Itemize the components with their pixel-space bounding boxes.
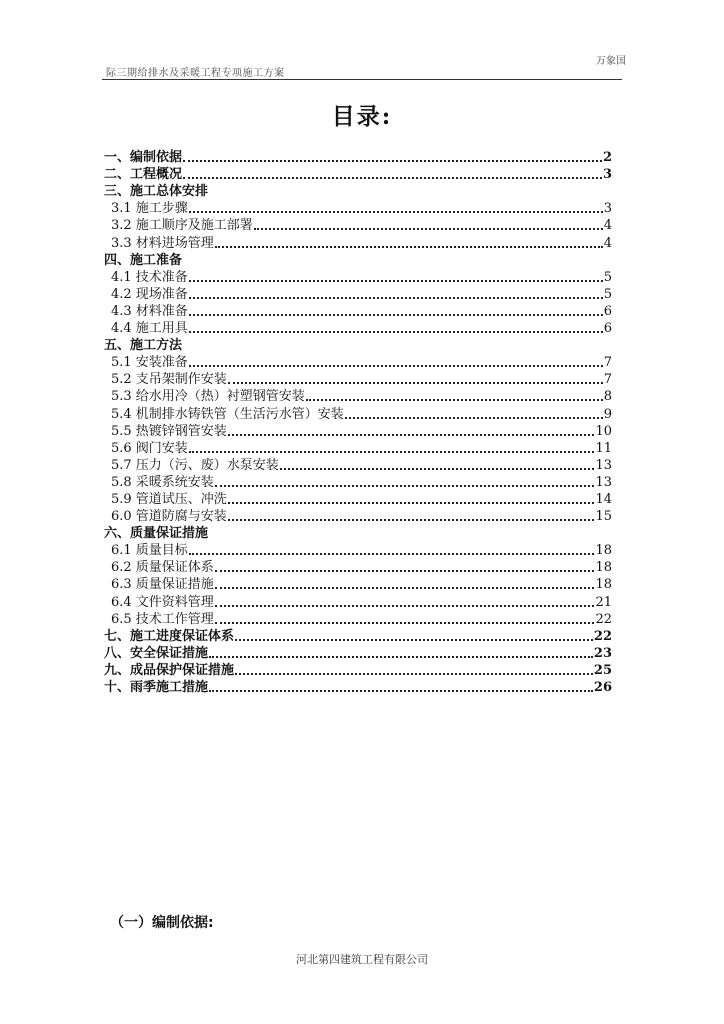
toc-leader-dots [228, 382, 603, 384]
toc-entry-page: 22 [593, 628, 612, 644]
toc-entry-page: 26 [593, 680, 612, 695]
header-document-title: 际三期给排水及采暖工程专项施工方案 [106, 68, 285, 79]
toc-leader-dots [189, 211, 603, 213]
toc-entry-page: 10 [595, 423, 612, 439]
toc-entry[interactable] [104, 593, 612, 610]
toc-leader-dots [209, 656, 593, 658]
toc-leader-dots [215, 605, 595, 607]
toc-entry-label: 6.2 质量保证体系 [111, 560, 214, 576]
toc-entry[interactable] [104, 423, 612, 440]
toc-entry-page: 6 [603, 321, 612, 337]
toc-entry-label: 十、雨季施工措施 [104, 680, 209, 695]
toc-entry-label: 6.0 管道防腐与安装 [111, 509, 227, 525]
toc-entry[interactable] [104, 388, 612, 405]
toc-entry-label: 3.2 施工顺序及施工部署 [111, 218, 253, 234]
toc-entry-page: 5 [603, 286, 612, 302]
toc-entry-page: 22 [595, 611, 612, 627]
toc-entry-label: 五、施工方法 [104, 338, 183, 354]
toc-entry-page: 8 [603, 389, 612, 405]
toc-leader-dots [306, 399, 603, 401]
toc-entry-label: 6.1 质量目标 [111, 543, 188, 559]
toc-entry[interactable] [104, 491, 612, 508]
toc-entry-label: 5.4 机制排水铸铁管（生活污水管）安装 [111, 406, 344, 422]
toc-entry[interactable] [104, 183, 612, 200]
toc-leader-dots [254, 228, 603, 230]
toc-entry-page: 18 [595, 577, 612, 593]
toc-leader-dots [189, 553, 595, 555]
toc-leader-dots [189, 297, 603, 299]
toc-entry[interactable] [104, 149, 612, 166]
toc-entry-page: 4 [603, 235, 612, 251]
toc-leader-dots [189, 451, 595, 453]
toc-entry-label: 六、质量保证措施 [104, 526, 209, 542]
toc-entry-page: 3 [602, 167, 612, 183]
toc-entry-label: 八、安全保证措施 [104, 645, 209, 661]
toc-leader-dots [215, 587, 595, 589]
toc-leader-dots [189, 280, 603, 282]
toc-entry[interactable] [104, 457, 612, 474]
toc-entry-label: 5.5 热镀锌钢管安装 [111, 423, 227, 439]
toc-entry-label: 6.3 质量保证措施 [111, 577, 214, 593]
toc-entry-label: 5.1 安装准备 [111, 355, 188, 371]
toc-entry[interactable] [104, 508, 612, 525]
toc-entry-page: 18 [595, 543, 612, 559]
toc-entry[interactable] [104, 337, 612, 354]
toc-entry[interactable] [104, 559, 612, 576]
toc-entry-label: 5.3 给水用冷（热）衬塑钢管安装 [111, 389, 305, 405]
toc-entry-page: 15 [595, 509, 612, 525]
toc-entry[interactable] [104, 645, 612, 662]
toc-entry[interactable] [104, 662, 612, 679]
toc-entry-label: 6.4 文件资料管理 [111, 594, 214, 610]
toc-leader-dots [183, 160, 602, 162]
toc-entry-page: 2 [602, 150, 612, 166]
toc-entry-label: 6.5 技术工作管理 [111, 611, 214, 627]
toc-entry-page: 9 [603, 406, 612, 422]
toc-entry-page: 7 [603, 355, 612, 371]
toc-entry-label: 四、施工准备 [104, 252, 183, 268]
toc-entry[interactable] [104, 354, 612, 371]
toc-leader-dots [345, 417, 603, 419]
toc-leader-dots [228, 434, 595, 436]
toc-entry[interactable] [104, 525, 612, 542]
toc-entry[interactable] [104, 405, 612, 422]
toc-leader-dots [183, 177, 602, 179]
footer-company: 河北第四建筑工程有限公司 [296, 953, 428, 966]
section-heading: （一）编制依据: [110, 915, 214, 931]
toc-entry[interactable] [104, 200, 612, 217]
toc-entry-page: 3 [603, 201, 612, 217]
toc-entry[interactable] [104, 320, 612, 337]
toc-entry[interactable] [104, 371, 612, 388]
toc-entry-label: 5.6 阀门安装 [111, 440, 188, 456]
toc-entry-page: 6 [603, 303, 612, 319]
toc-leader-dots [280, 468, 595, 470]
toc-entry-page: 13 [595, 457, 612, 473]
toc-entry-label: 三、施工总体安排 [104, 184, 209, 200]
toc-entry-page: 7 [603, 372, 612, 388]
toc-entry-label: 3.1 施工步骤 [111, 201, 188, 217]
header-company-right: 万象国 [596, 56, 626, 67]
toc-entry-label: 4.1 技术准备 [111, 269, 188, 285]
toc-entry[interactable] [104, 303, 612, 320]
toc-entry[interactable] [104, 234, 612, 251]
toc-leader-dots [235, 673, 593, 675]
toc-entry-label: 4.2 现场准备 [111, 286, 188, 302]
toc-entry-page: 23 [593, 645, 612, 661]
toc-entry-label: 七、施工进度保证体系 [104, 628, 235, 644]
header-divider [102, 79, 622, 80]
toc-entry-label: 4.4 施工用具 [111, 321, 188, 337]
toc-leader-dots [189, 314, 603, 316]
toc-entry[interactable] [104, 252, 612, 269]
toc-entry-page: 11 [595, 440, 612, 456]
toc-entry-page: 21 [595, 594, 612, 610]
toc-entry[interactable] [104, 576, 612, 593]
toc-entry-label: 5.2 支吊架制作安装 [111, 372, 227, 388]
toc-entry[interactable] [104, 286, 612, 303]
toc-entry-label: 二、工程概况 [104, 167, 183, 183]
toc-leader-dots [228, 502, 595, 504]
toc-entry[interactable] [104, 440, 612, 457]
toc-entry[interactable] [104, 166, 612, 183]
toc-entry-page: 5 [603, 269, 612, 285]
toc-leader-dots [215, 622, 595, 624]
toc-leader-dots [228, 519, 595, 521]
toc-leader-dots [215, 246, 603, 248]
table-of-contents [104, 149, 612, 696]
toc-entry-label: 3.3 材料进场管理 [111, 235, 214, 251]
toc-entry[interactable] [104, 269, 612, 286]
toc-entry-page: 25 [593, 662, 612, 678]
toc-entry[interactable] [104, 217, 612, 234]
toc-entry[interactable] [104, 611, 612, 628]
toc-entry-label: 5.9 管道试压、冲洗 [111, 491, 227, 507]
toc-entry-page: 18 [595, 560, 612, 576]
toc-entry[interactable] [104, 542, 612, 559]
toc-leader-dots [215, 570, 595, 572]
toc-entry-label: 一、编制依据 [104, 150, 183, 166]
toc-entry-page: 13 [595, 474, 612, 490]
page-title: 目录: [331, 103, 393, 130]
toc-entry-label: 九、成品保护保证措施 [104, 662, 235, 678]
toc-entry-page: 4 [603, 218, 612, 234]
toc-entry-label: 5.7 压力（污、废）水泵安装 [111, 457, 279, 473]
toc-entry[interactable] [104, 679, 612, 696]
toc-leader-dots [209, 690, 593, 692]
toc-leader-dots [235, 639, 593, 641]
toc-leader-dots [215, 485, 595, 487]
toc-leader-dots [189, 331, 603, 333]
toc-leader-dots [189, 365, 603, 367]
toc-entry[interactable] [104, 628, 612, 645]
toc-entry-page: 14 [595, 491, 612, 507]
toc-entry-label: 4.3 材料准备 [111, 303, 188, 319]
toc-entry[interactable] [104, 474, 612, 491]
toc-entry-label: 5.8 采暖系统安装 [111, 474, 214, 490]
